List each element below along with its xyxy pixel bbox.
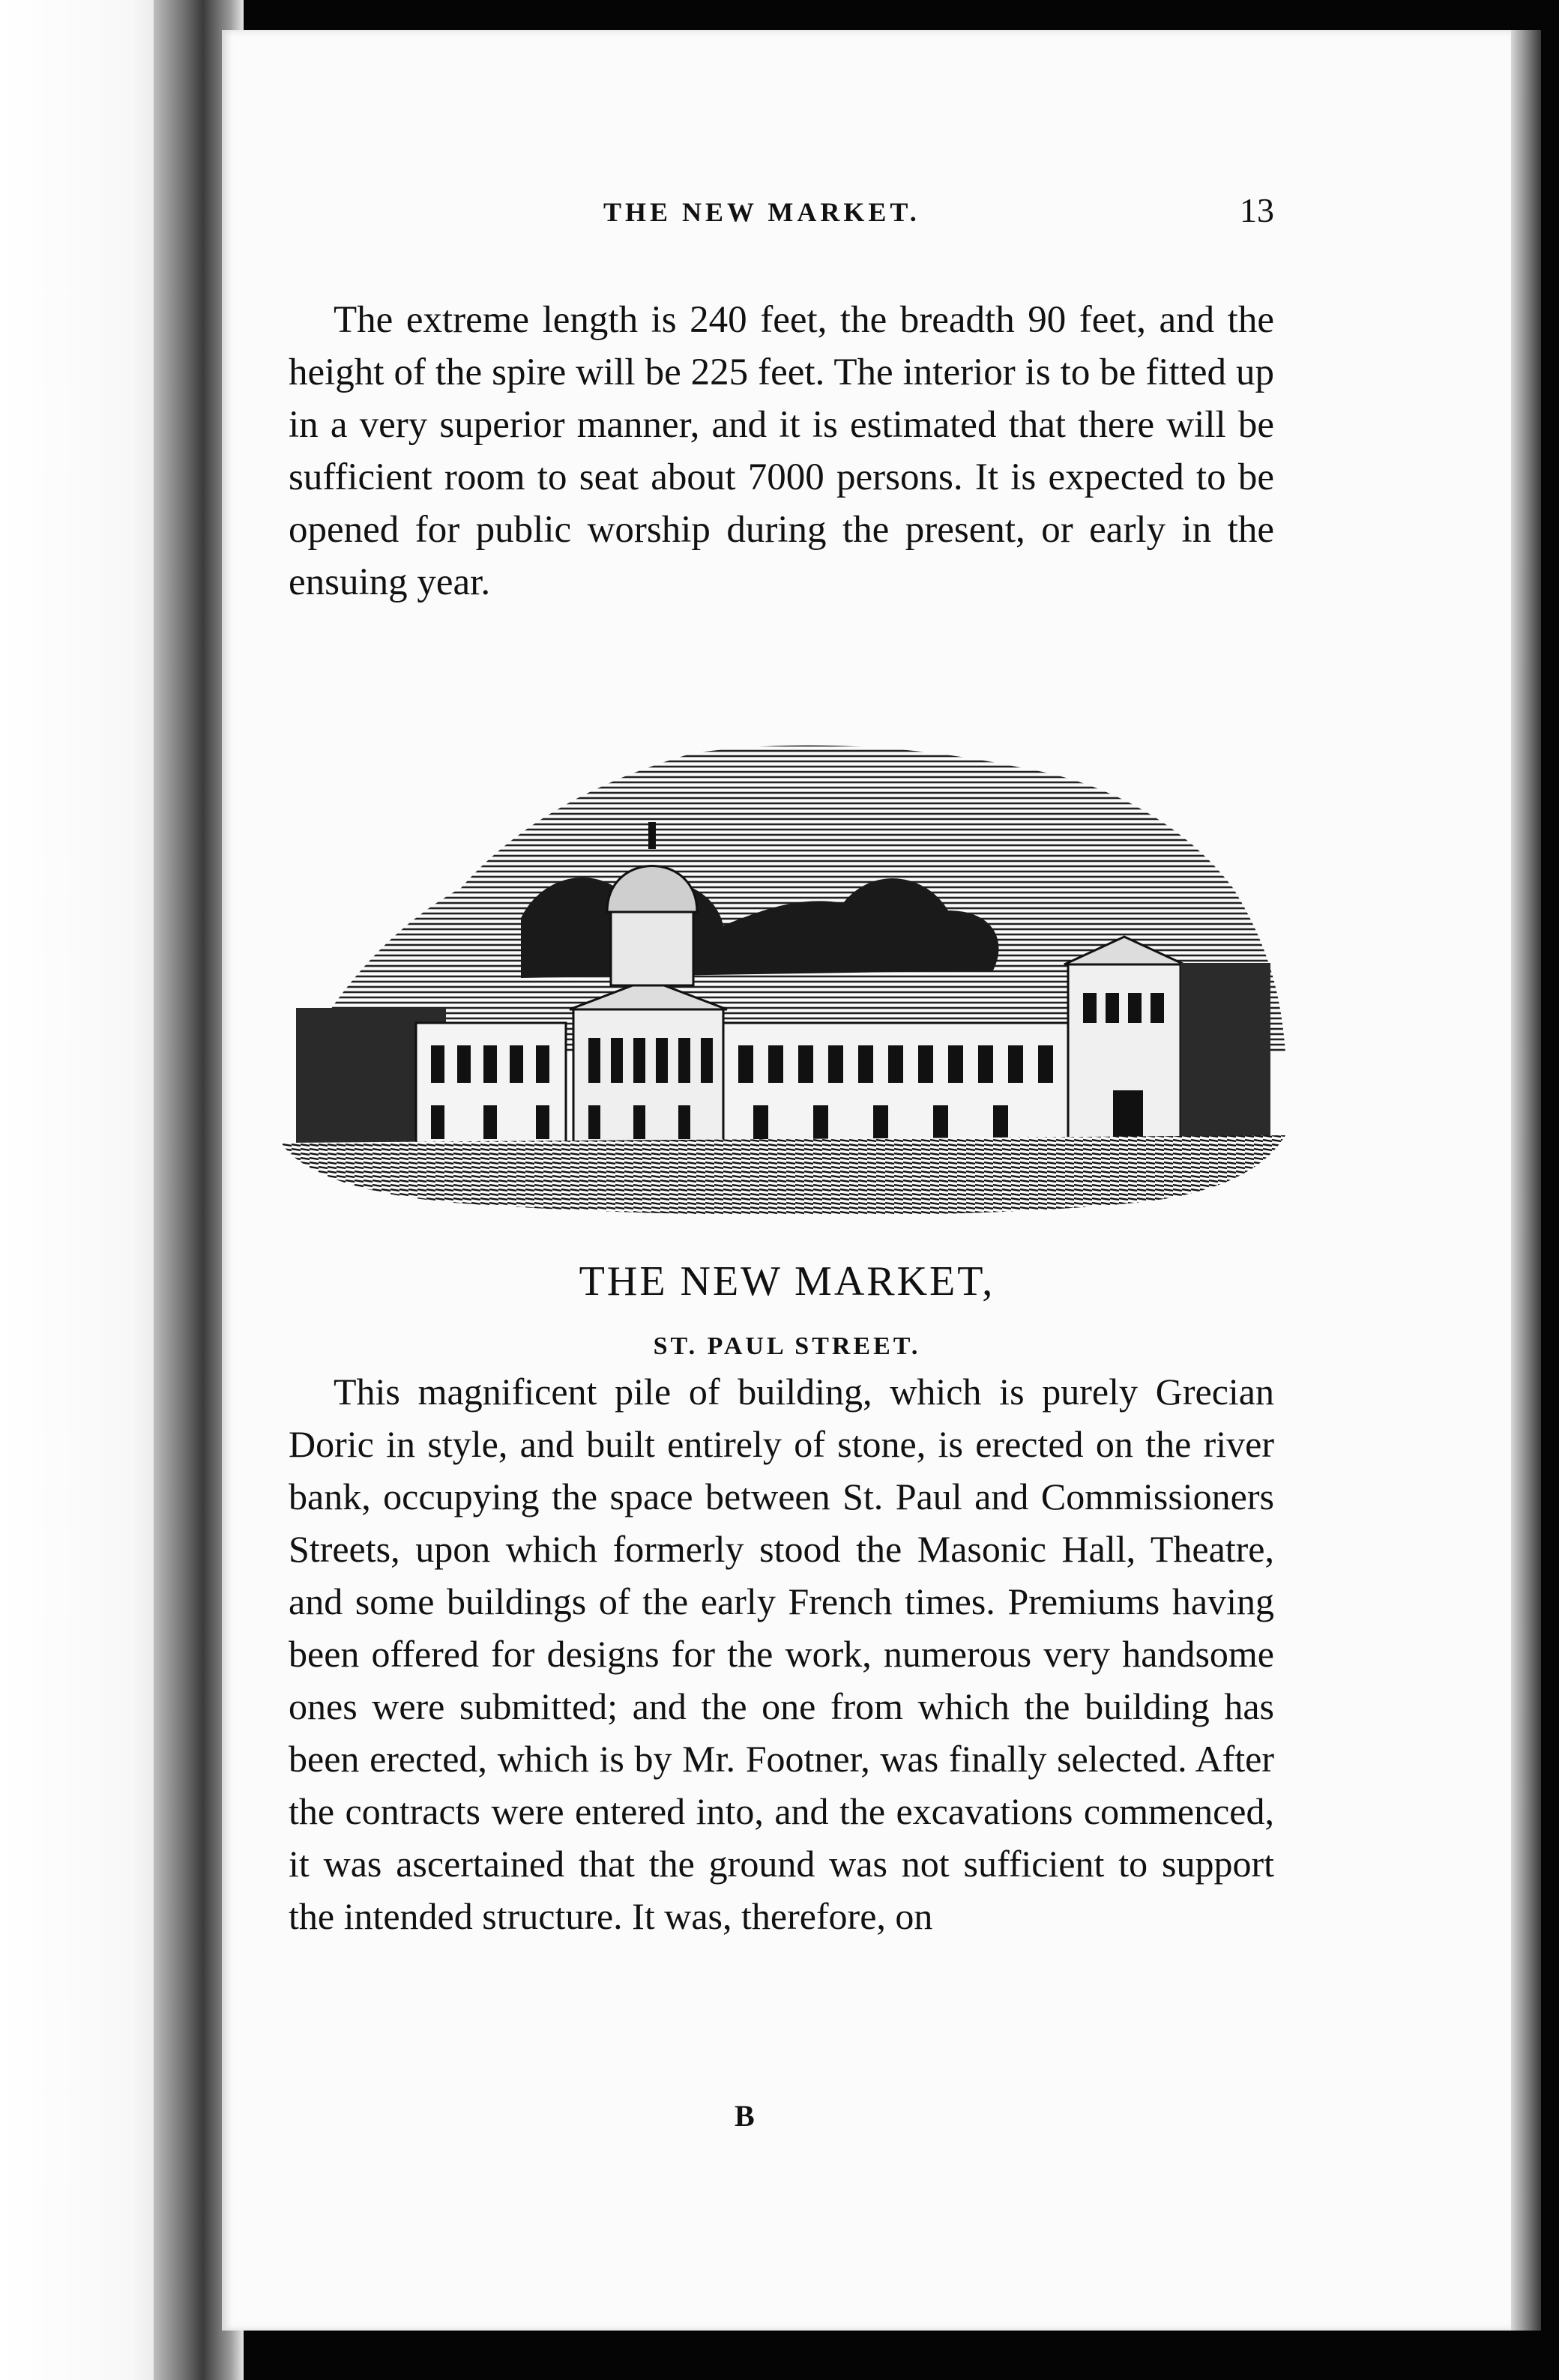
ground bbox=[281, 1135, 1285, 1215]
market-engraving-svg bbox=[274, 738, 1293, 1233]
caption-subtitle: ST. PAUL STREET. bbox=[653, 1332, 921, 1360]
paragraph-market-description: This magnificent pile of building, which is purely Grecian Doric in style, and built entirely of stone, is erected on the river bank, occupying the space between St. Paul and Commissioners Streets, upon which formerly stood the Masonic Hall, Theatre, and some buildings of the early French times. Premiums having been offered for designs for the work, numerous very handsome ones were submitted; and the one from which the building has been erected, which is by Mr. Footner, was finally selected. After the contracts were entered into, and the excavations commenced, it was ascertained that the ground was not sufficient to support the intended structure. It was, therefore, on bbox=[289, 1371, 1274, 1937]
caption-title: THE NEW MARKET, bbox=[579, 1258, 995, 1305]
running-head bbox=[375, 191, 1274, 249]
page-number: 13 bbox=[1240, 191, 1274, 229]
signature-mark: B bbox=[735, 2099, 755, 2133]
page-edge bbox=[1511, 30, 1541, 2331]
running-title: THE NEW MARKET. bbox=[603, 197, 920, 227]
market-engraving bbox=[274, 738, 1293, 1233]
paragraph-church-dimensions: The extreme length is 240 feet, the breadth 90 feet, and the height of the spire will be 225 feet. The interior is to be fitted up in a very superior manner, and it is estimated that there will be sufficient room to seat about 7000 persons. It is expected to be opened for public worship during the present, or early in the ensuing year. bbox=[289, 299, 1274, 603]
